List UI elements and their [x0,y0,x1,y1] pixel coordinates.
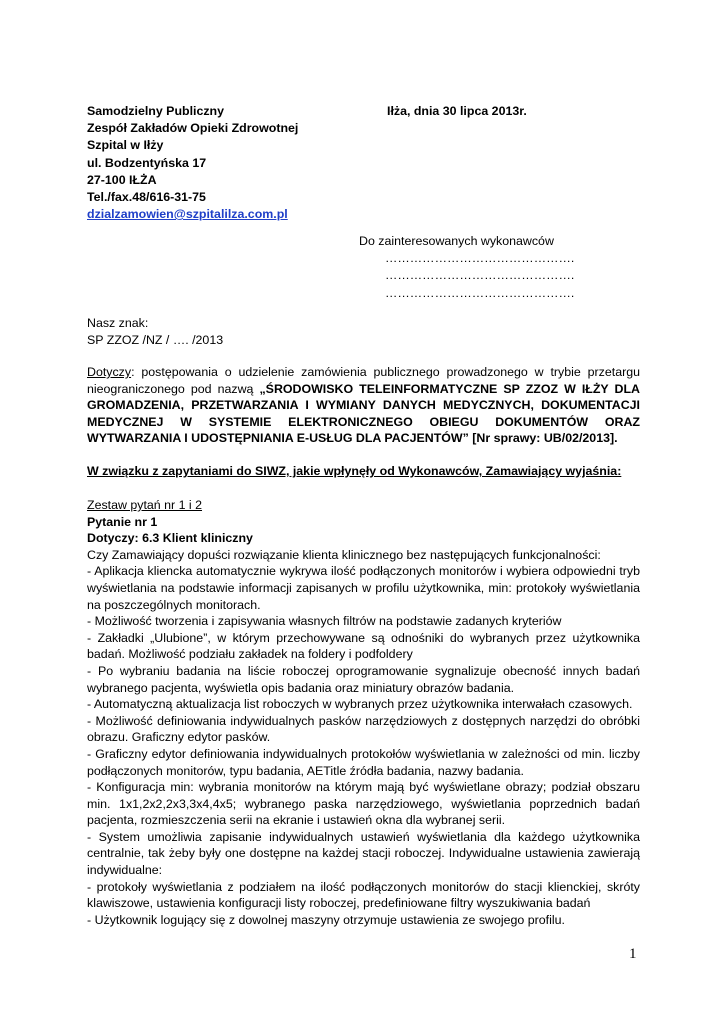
recipient-dots: ………………………………………. [385,285,575,300]
document-date: Iłża, dnia 30 lipca 2013r. [387,104,527,118]
subject-label: Dotyczy [87,365,132,379]
reference-block [87,315,223,349]
sender-email-link[interactable]: dzialzamowien@szpitalilza.com.pl [87,207,288,222]
question-title: Pytanie nr 1 [87,514,158,529]
question-paragraph: - Po wybraniu badania na liście roboczej oprogramowanie sygnalizuje obecność innych badań wybranego pacjenta, wyświetla opis badania oraz miniatury obrazów badania. [87,663,640,695]
subject-paragraph [87,364,640,447]
question-paragraph: Czy Zamawiający dopuści rozwiązanie klienta klinicznego bez następujących funkcjonalności: [87,547,601,562]
sender-line: Tel./fax.48/616-31-75 [87,189,206,204]
subject-name: „ŚRODOWISKO TELEINFORMATYCZNE SP ZZOZ W IŁŻY DLA GROMADZENIA, PRZETWARZANIA I WYMIANY DANYCH MEDYCZNYCH, DOKUMENTACJI MEDYCZNEJ W SYSTEMIE ELEKTRONICZNEGO OBIEGU DOKUMENTÓW ORAZ WYTWARZANIA I UDOSTĘPNIANIA E-USŁUG DLA PACJENTÓW” [Nr sprawy: UB/02/2013]. [87,381,640,446]
subject-intro: : postępowania o udzielenie zamówienia publicznego prowadzonego w trybie przetargu nieograniczonego pod nazwą [87,365,640,396]
recipient-title: Do zainteresowanych wykonawców [359,234,554,248]
question-paragraph: - protokoły wyświetlania z podziałem na ilość podłączonych monitorów do stacji klienckiej, skróty klawiszowe, ustawienia konfiguracji listy roboczej, predefiniowane filtry wyszukiwania badań [87,879,640,911]
question-paragraph: - Możliwość definiowania indywidualnych pasków narzędziowych z dostępnych narzędzi do obróbki obrazu. Graficzny edytor pasków. [87,713,640,745]
question-set [87,497,640,928]
question-set-title: Zestaw pytań nr 1 i 2 [87,498,203,512]
sender-line: Szpital w Iłży [87,138,164,153]
sender-line: ul. Bodzentyńska 17 [87,155,207,170]
recipient-dots: ………………………………………. [385,268,575,283]
recipient-dots: ………………………………………. [385,251,575,266]
recipient-block [359,233,574,302]
question-paragraph: - Użytkownik logujący się z dowolnej maszyny otrzymuje ustawienia ze swojego profilu. [87,912,565,927]
sender-line: Samodzielny Publiczny [87,104,225,118]
question-paragraph: - Automatyczną aktualizacja list roboczych w wybranych przez użytkownika interwałach czasowych. [87,697,633,712]
question-concerns: Dotyczy: 6.3 Klient kliniczny [87,531,253,546]
question-paragraph: - Aplikacja kliencka automatycznie wykrywa ilość podłączonych monitorów i wybiera odpowiedni tryb wyświetlania na podstawie informacji zapisanych w profilu użytkownika, min: protokoły wyświetlania na poszczególnych monitorach. [87,564,640,612]
question-paragraph: - Możliwość tworzenia i zapisywania własnych filtrów na podstawie zadanych kryteriów [87,614,562,629]
page-number: 1 [629,946,637,962]
reference-number: SP ZZOZ /NZ / …. /2013 [87,333,224,348]
question-paragraph: - System umożliwia zapisanie indywidualnych ustawień wyświetlania dla każdego użytkownika centralnie, tak żeby były one dostępne na każdej stacji roboczej. Indywidualne ustawienia zawierają indywidualne: [87,829,640,878]
question-paragraph: - Konfiguracja min: wybrania monitorów na którym mają być wyświetlane obrazy; podział obszaru min. 1x1,2x2,2x3,3x4,4x5; wybranego paska narzędziowego, wyświetlania poprzednich badań pacjenta, rozmieszczenia serii na ekranie i ustawień okna dla wybranej serii. [87,780,640,828]
question-paragraph: - Zakładki „Ulubione”, w którym przechowywane są odnośniki do wybranych przez użytkownika badań. Możliwość podziału zakładek na foldery i podfoldery [87,630,640,662]
sender-line: Zespół Zakładów Opieki Zdrowotnej [87,121,299,136]
sender-line: 27-100 IŁŻA [87,172,157,187]
reference-label: Nasz znak: [87,316,149,330]
sender-address [87,103,298,223]
question-paragraph: - Graficzny edytor definiowania indywidualnych protokołów wyświetlania w zależności od min. liczby podłączonych monitorów, typu badania, AETitle źródła badania, nazwy badania. [87,746,640,778]
clarification-heading: W związku z zapytaniami do SIWZ, jakie wpłynęły od Wykonawców, Zamawiający wyjaśnia: [87,464,622,478]
